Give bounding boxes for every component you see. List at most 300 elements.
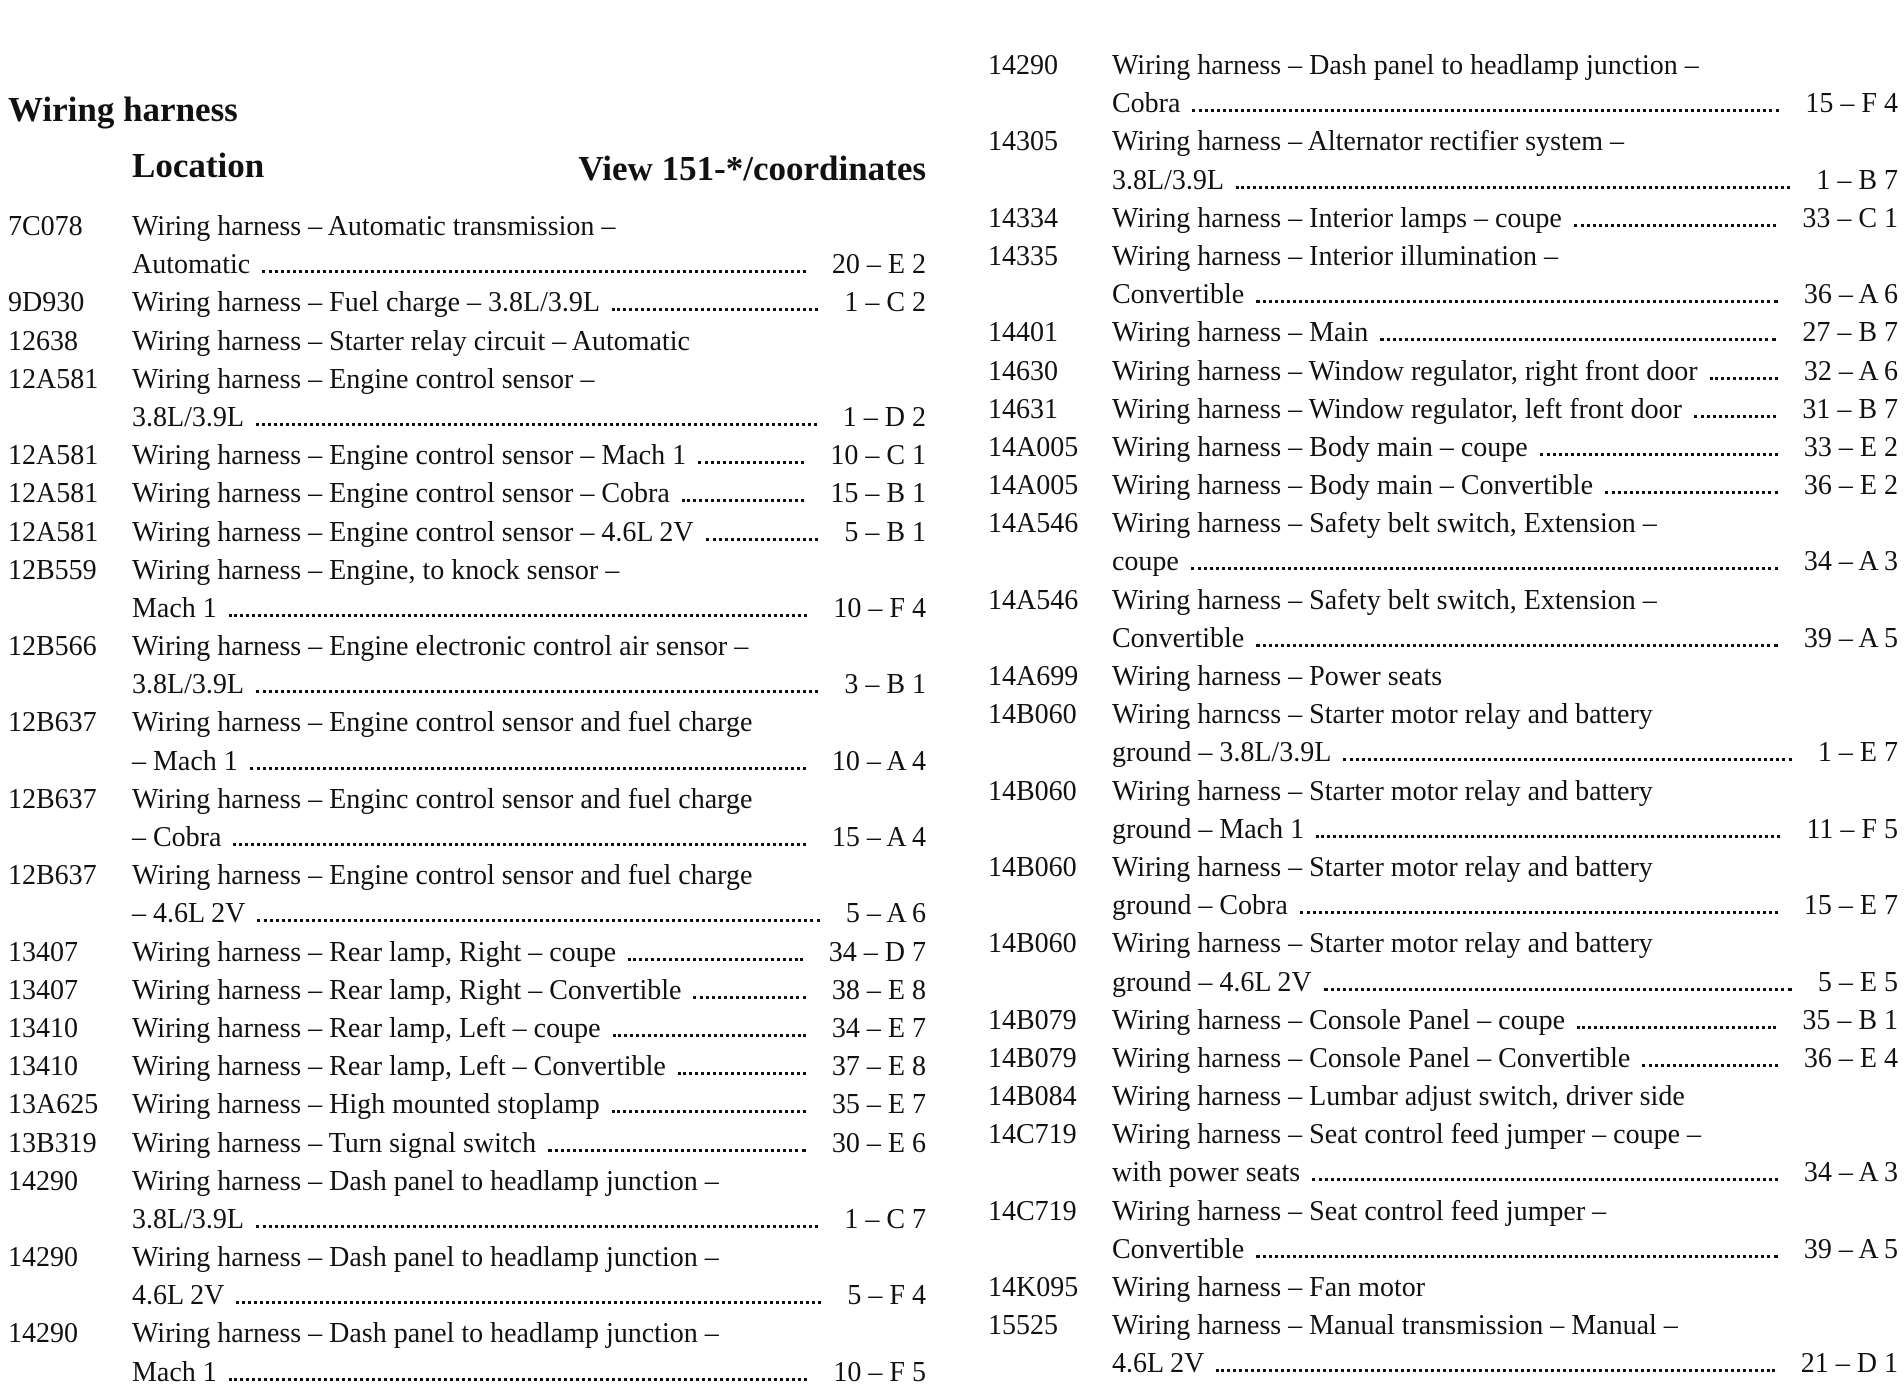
view-coordinate-ref: 15 – F 4 (1805, 88, 1898, 120)
entry-description: Wiring harness – Dash panel to headlamp junction – (132, 1165, 719, 1197)
part-code: 14B060 (988, 851, 1077, 883)
entry-description: Wiring harness – Dash panel to headlamp junction – (132, 1242, 719, 1274)
view-coordinate-ref: 21 – D 1 (1800, 1348, 1898, 1380)
part-code: 14631 (988, 393, 1058, 425)
right-index-column (988, 47, 1904, 1384)
entry-line (8, 819, 928, 857)
part-code: 12638 (8, 325, 78, 357)
index-entry (988, 773, 1904, 849)
location-column-header: Location (132, 146, 265, 185)
entry-line (988, 696, 1904, 734)
dot-leader (693, 996, 805, 999)
dot-leader (548, 1149, 806, 1152)
left-index-column (8, 208, 928, 1392)
index-entry (8, 972, 928, 1010)
part-code: 14A546 (988, 508, 1079, 540)
part-code: 13407 (8, 974, 78, 1006)
dot-leader (229, 614, 808, 617)
index-entry (988, 238, 1904, 314)
index-entry (988, 1269, 1904, 1307)
entry-description: – Cobra (132, 822, 222, 853)
part-code: 14401 (988, 317, 1058, 349)
entry-description: Mach 1 (132, 592, 217, 624)
index-entry (8, 208, 928, 284)
dot-leader (1380, 338, 1776, 341)
entry-description: Wiring harness – Body main – Convertible (1112, 470, 1594, 502)
entry-description: ground – Cobra (1112, 890, 1288, 922)
entry-line (988, 1269, 1904, 1307)
view-coordinate-ref: 34 – A 3 (1803, 1157, 1898, 1189)
part-code: 12B637 (8, 860, 97, 892)
index-entry (8, 1086, 928, 1124)
part-code: 14C719 (988, 1195, 1077, 1227)
index-entry (988, 849, 1904, 925)
entry-line (8, 934, 928, 972)
index-entry (8, 514, 928, 552)
entry-line (988, 925, 1904, 963)
part-code: 7C078 (8, 211, 83, 242)
index-entry (8, 1125, 928, 1163)
dot-leader (612, 1110, 806, 1113)
view-coordinate-ref: 36 – E 4 (1803, 1042, 1898, 1074)
entry-line (8, 361, 928, 399)
entry-description: ground – 4.6L 2V (1112, 966, 1312, 998)
entry-description: – Mach 1 (132, 745, 238, 777)
part-code: 14290 (8, 1242, 78, 1274)
dot-leader (678, 1072, 806, 1075)
entry-description: 4.6L 2V (132, 1280, 225, 1312)
dot-leader (1574, 224, 1776, 227)
entry-description: 3.8L/3.9L (132, 669, 244, 701)
entry-line (988, 1040, 1904, 1078)
entry-line (988, 811, 1904, 849)
dot-leader (1312, 1178, 1778, 1181)
dot-leader (1642, 1064, 1778, 1067)
entry-line (8, 399, 928, 437)
index-entry (988, 696, 1904, 772)
part-code: 14K095 (988, 1272, 1079, 1303)
entry-description: Wiring harness – Safety belt switch, Extension – (1112, 508, 1657, 540)
part-code: 12A581 (8, 363, 99, 395)
index-entry (988, 353, 1904, 391)
view-coordinate-ref: 39 – A 5 (1803, 622, 1898, 654)
entry-description: 4.6L 2V (1112, 1348, 1205, 1380)
entry-line (988, 582, 1904, 620)
part-code: 13B319 (8, 1127, 97, 1159)
dot-leader (1343, 758, 1792, 761)
index-entry (8, 628, 928, 704)
dot-leader (1605, 491, 1778, 494)
entry-line (8, 437, 928, 475)
entry-line (8, 704, 928, 742)
entry-description: Wiring harness – Turn signal switch (132, 1127, 537, 1159)
entry-description: Wiring harncss – Starter motor relay and battery (1112, 699, 1653, 731)
part-code: 12A581 (8, 478, 99, 510)
entry-description: 3.8L/3.9L (1112, 164, 1224, 196)
entry-line (988, 353, 1904, 391)
index-entry (988, 925, 1904, 1001)
entry-description: Wiring harness – Engine control sensor – (132, 363, 595, 395)
part-code: 14B084 (988, 1081, 1077, 1113)
entry-line (988, 1231, 1904, 1269)
dot-leader (1710, 377, 1778, 380)
entry-line (988, 238, 1904, 276)
dot-leader (698, 461, 804, 464)
entry-line (8, 1010, 928, 1048)
index-entry (988, 582, 1904, 658)
part-code: 14A005 (988, 470, 1079, 502)
part-code: 12B637 (8, 707, 97, 739)
dot-leader (1256, 644, 1778, 647)
view-coordinate-ref: 35 – B 1 (1802, 1004, 1898, 1036)
entry-line (8, 323, 928, 361)
entry-description: Mach 1 (132, 1356, 217, 1388)
dot-leader (229, 1378, 808, 1381)
entry-description: 3.8L/3.9L (132, 1203, 244, 1235)
view-coordinate-ref: 10 – C 1 (830, 440, 926, 472)
entry-description: Wiring harness – Starter motor relay and battery (1112, 928, 1653, 960)
entry-line (988, 1345, 1904, 1383)
index-entry (988, 314, 1904, 352)
dot-leader (1256, 300, 1778, 303)
part-code: 14A546 (988, 584, 1079, 616)
entry-description: Wiring harness – Console Panel – coupe (1112, 1004, 1566, 1036)
entry-description: Wiring harness – Starter motor relay and battery (1112, 775, 1653, 807)
entry-description: Wiring harness – Seat control feed jumper – (1112, 1195, 1607, 1227)
entry-line (988, 543, 1904, 581)
entry-description: Wiring harness – Engine control sensor – Mach 1 (132, 440, 687, 472)
entry-description: Wiring harness – Rear lamp, Left – coupe (132, 1012, 601, 1044)
entry-line (8, 1201, 928, 1239)
entry-line (988, 1078, 1904, 1116)
entry-description: ground – 3.8L/3.9L (1112, 737, 1332, 769)
view-coordinate-ref: 15 – B 1 (830, 478, 926, 510)
view-coordinates-column-header: View 151-*/coordinates (578, 149, 926, 188)
index-entry (8, 1239, 928, 1315)
view-coordinate-ref: 34 – A 3 (1803, 546, 1898, 578)
entry-line (988, 85, 1904, 123)
entry-description: Convertible (1112, 279, 1245, 311)
view-coordinate-ref: 5 – A 6 (845, 898, 926, 930)
dot-leader (1192, 109, 1779, 112)
entry-description: Wiring harness – Enginc control sensor and fuel charge (132, 783, 753, 815)
part-code: 13407 (8, 936, 78, 968)
index-entry (8, 552, 928, 628)
index-entry (8, 1163, 928, 1239)
entry-line (8, 1277, 928, 1315)
view-coordinate-ref: 1 – C 2 (844, 287, 926, 319)
entry-description: Wiring harness – Body main – coupe (1112, 431, 1528, 463)
index-entry (988, 658, 1904, 696)
entry-line (988, 734, 1904, 772)
entry-line (8, 666, 928, 704)
entry-line (8, 781, 928, 819)
entry-line (8, 972, 928, 1010)
part-code: 12B566 (8, 631, 97, 663)
part-code: 14290 (8, 1165, 78, 1197)
part-code: 9D930 (8, 287, 85, 319)
view-coordinate-ref: 10 – A 4 (831, 745, 926, 777)
entry-line (988, 620, 1904, 658)
entry-line (988, 1002, 1904, 1040)
dot-leader (1236, 186, 1790, 189)
part-code: 14B060 (988, 775, 1077, 807)
index-entry (8, 437, 928, 475)
entry-line (8, 552, 928, 590)
dot-leader (236, 1301, 821, 1304)
dot-leader (682, 499, 805, 502)
entry-description: 3.8L/3.9L (132, 401, 244, 433)
dot-leader (706, 538, 819, 541)
entry-line (988, 887, 1904, 925)
entry-line (8, 1086, 928, 1124)
entry-line (8, 1048, 928, 1086)
view-coordinate-ref: 34 – E 7 (831, 1012, 926, 1044)
dot-leader (256, 690, 818, 693)
part-code: 14290 (8, 1318, 78, 1350)
part-code: 14C719 (988, 1119, 1077, 1151)
entry-line (8, 475, 928, 513)
entry-line (8, 246, 928, 284)
entry-description: Wiring harness – Rear lamp, Left – Convertible (132, 1051, 666, 1083)
dot-leader (1191, 567, 1778, 570)
entry-line (988, 658, 1904, 696)
view-coordinate-ref: 5 – B 1 (844, 516, 926, 548)
index-entry (988, 1040, 1904, 1078)
view-coordinate-ref: 33 – C 1 (1802, 202, 1898, 234)
dot-leader (1300, 911, 1778, 914)
index-entry (8, 781, 928, 857)
entry-description: Wiring harness – Engine electronic control air sensor – (132, 631, 749, 663)
entry-line (8, 1354, 928, 1392)
part-code: 13410 (8, 1012, 78, 1044)
view-coordinate-ref: 35 – E 7 (831, 1089, 926, 1121)
entry-description: Wiring harness – Starter motor relay and battery (1112, 851, 1653, 883)
entry-line (988, 505, 1904, 543)
index-entry (8, 284, 928, 322)
part-code: 14A005 (988, 431, 1079, 463)
part-code: 14305 (988, 126, 1058, 158)
part-code: 14630 (988, 355, 1058, 387)
entry-line (988, 773, 1904, 811)
index-entry (8, 361, 928, 437)
entry-line (988, 47, 1904, 85)
index-entry (988, 1307, 1904, 1383)
entry-description: – 4.6L 2V (132, 898, 246, 930)
entry-description: Wiring harness – Interior illumination – (1112, 240, 1559, 272)
entry-description: Wiring harness – Dash panel to headlamp junction – (132, 1318, 719, 1350)
entry-line (988, 200, 1904, 238)
entry-line (8, 895, 928, 933)
part-code: 12B559 (8, 554, 97, 586)
entry-line (8, 1239, 928, 1277)
index-entry (8, 934, 928, 972)
index-entry (8, 704, 928, 780)
index-entry (8, 1010, 928, 1048)
view-coordinate-ref: 32 – A 6 (1803, 355, 1898, 387)
view-coordinate-ref: 10 – F 4 (833, 592, 926, 624)
entry-line (8, 208, 928, 246)
index-entry (8, 475, 928, 513)
entry-description: Wiring harness – Alternator rectifier system – (1112, 126, 1625, 158)
entry-description: ground – Mach 1 (1112, 813, 1305, 845)
entry-description: Wiring harness – Seat control feed jumper – coupe – (1112, 1119, 1702, 1151)
view-coordinate-ref: 37 – E 8 (831, 1051, 926, 1083)
view-coordinate-ref: 1 – E 7 (1817, 737, 1898, 769)
index-entry (988, 1193, 1904, 1269)
dot-leader (233, 843, 805, 846)
part-code: 14B079 (988, 1004, 1077, 1036)
dot-leader (1256, 1255, 1778, 1258)
index-entry (988, 505, 1904, 581)
view-coordinate-ref: 3 – B 1 (844, 669, 926, 701)
index-entry (8, 323, 928, 361)
entry-description: Cobra (1112, 88, 1181, 120)
dot-leader (612, 308, 818, 311)
view-coordinate-ref: 36 – E 2 (1803, 470, 1898, 502)
entry-line (988, 429, 1904, 467)
part-code: 12B637 (8, 783, 97, 815)
index-entry (988, 123, 1904, 199)
entry-line (8, 743, 928, 781)
entry-line (988, 1116, 1904, 1154)
part-code: 14B079 (988, 1042, 1077, 1074)
entry-line (988, 1307, 1904, 1345)
dot-leader (256, 1225, 818, 1228)
entry-description: Automatic (132, 249, 251, 281)
view-coordinate-ref: 34 – D 7 (828, 936, 926, 968)
index-entry (988, 1002, 1904, 1040)
entry-description: Wiring harness – Engine, to knock sensor – (132, 554, 620, 586)
view-coordinate-ref: 33 – E 2 (1803, 431, 1898, 463)
dot-leader (1216, 1369, 1774, 1372)
entry-line (988, 849, 1904, 887)
entry-description: with power seats (1112, 1157, 1301, 1189)
part-code: 12A581 (8, 440, 99, 472)
entry-description: Wiring harness – Safety belt switch, Extension – (1112, 584, 1657, 616)
entry-line (8, 590, 928, 628)
entry-description: Wiring harness – Fan motor (1112, 1272, 1426, 1303)
dot-leader (1324, 988, 1792, 991)
entry-description: Wiring harness – Window regulator, right front door (1112, 355, 1698, 387)
entry-description: Wiring harness – Window regulator, left front door (1112, 393, 1682, 425)
entry-line (8, 1315, 928, 1353)
entry-description: Wiring harness – Automatic transmission – (132, 211, 616, 242)
entry-description: Wiring harness – Manual transmission – Manual – (1112, 1310, 1678, 1342)
entry-description: Convertible (1112, 622, 1245, 654)
entry-description: Wiring harness – Console Panel – Convertible (1112, 1042, 1631, 1074)
index-entry (8, 1315, 928, 1391)
entry-description: Wiring harness – Lumbar adjust switch, driver side (1112, 1081, 1685, 1113)
dot-leader (1694, 415, 1776, 418)
dot-leader (613, 1034, 806, 1037)
part-code: 14334 (988, 202, 1058, 234)
entry-line (988, 314, 1904, 352)
part-code: 13A625 (8, 1089, 99, 1121)
part-code: 14290 (988, 50, 1058, 81)
view-coordinate-ref: 20 – E 2 (831, 249, 926, 281)
view-coordinate-ref: 39 – A 5 (1803, 1233, 1898, 1265)
view-coordinate-ref: 11 – F 5 (1806, 813, 1898, 845)
entry-line (988, 162, 1904, 200)
entry-description: coupe (1112, 546, 1179, 578)
dot-leader (257, 919, 820, 922)
view-coordinate-ref: 27 – B 7 (1802, 317, 1898, 349)
entry-description: Wiring harness – Rear lamp, Right – Convertible (132, 974, 682, 1006)
entry-line (988, 1193, 1904, 1231)
view-coordinate-ref: 15 – E 7 (1803, 890, 1898, 922)
index-entry (988, 1078, 1904, 1116)
view-coordinate-ref: 1 – C 7 (844, 1203, 926, 1235)
part-code: 13410 (8, 1051, 78, 1083)
part-code: 14B060 (988, 699, 1077, 731)
entry-line (8, 284, 928, 322)
entry-description: Wiring harness – Engine control sensor and fuel charge (132, 860, 753, 892)
view-coordinate-ref: 10 – F 5 (833, 1356, 926, 1388)
entry-line (988, 467, 1904, 505)
view-coordinate-ref: 1 – D 2 (842, 401, 926, 433)
entry-line (988, 1154, 1904, 1192)
entry-line (8, 1125, 928, 1163)
entry-description: Wiring harness – Power seats (1112, 661, 1443, 692)
dot-leader (256, 423, 817, 426)
dot-leader (262, 270, 806, 273)
entry-description: Wiring harness – Rear lamp, Right – coupe (132, 936, 617, 968)
dot-leader (250, 767, 806, 770)
entry-description: Wiring harness – Main (1112, 317, 1369, 349)
entry-description: Wiring harness – High mounted stoplamp (132, 1089, 600, 1121)
dot-leader (1316, 835, 1780, 838)
part-code: 12A581 (8, 516, 99, 548)
entry-line (8, 857, 928, 895)
view-coordinate-ref: 30 – E 6 (831, 1127, 926, 1159)
index-entry (988, 200, 1904, 238)
index-entry (988, 391, 1904, 429)
entry-line (988, 964, 1904, 1002)
view-coordinate-ref: 31 – B 7 (1802, 393, 1898, 425)
dot-leader (628, 958, 803, 961)
view-coordinate-ref: 15 – A 4 (831, 822, 926, 853)
page-title: Wiring harness (8, 90, 238, 129)
part-code: 14B060 (988, 928, 1077, 960)
entry-description: Wiring harness – Fuel charge – 3.8L/3.9L (132, 287, 601, 319)
view-coordinate-ref: 5 – F 4 (847, 1280, 926, 1312)
index-entry (988, 1116, 1904, 1192)
view-coordinate-ref: 1 – B 7 (1816, 164, 1898, 196)
part-code: 15525 (988, 1310, 1058, 1342)
entry-description: Wiring harness – Engine control sensor – 4.6L 2V (132, 516, 694, 548)
entry-line (8, 514, 928, 552)
entry-description: Wiring harness – Engine control sensor – Cobra (132, 478, 670, 510)
entry-description: Convertible (1112, 1233, 1245, 1265)
entry-description: Wiring harness – Engine control sensor and fuel charge (132, 707, 753, 739)
view-coordinate-ref: 5 – E 5 (1817, 966, 1898, 998)
entry-line (988, 276, 1904, 314)
index-entry (8, 857, 928, 933)
entry-line (8, 1163, 928, 1201)
entry-description: Wiring harness – Interior lamps – coupe (1112, 202, 1562, 234)
part-code: 14A699 (988, 661, 1079, 692)
index-entry (988, 467, 1904, 505)
entry-line (988, 123, 1904, 161)
dot-leader (1540, 453, 1778, 456)
dot-leader (1577, 1026, 1776, 1029)
index-entry (8, 1048, 928, 1086)
entry-description: Wiring harness – Dash panel to headlamp junction – (1112, 50, 1699, 81)
view-coordinate-ref: 36 – A 6 (1803, 279, 1898, 311)
view-coordinate-ref: 38 – E 8 (831, 974, 926, 1006)
entry-description: Wiring harness – Starter relay circuit – Automatic (132, 325, 690, 357)
